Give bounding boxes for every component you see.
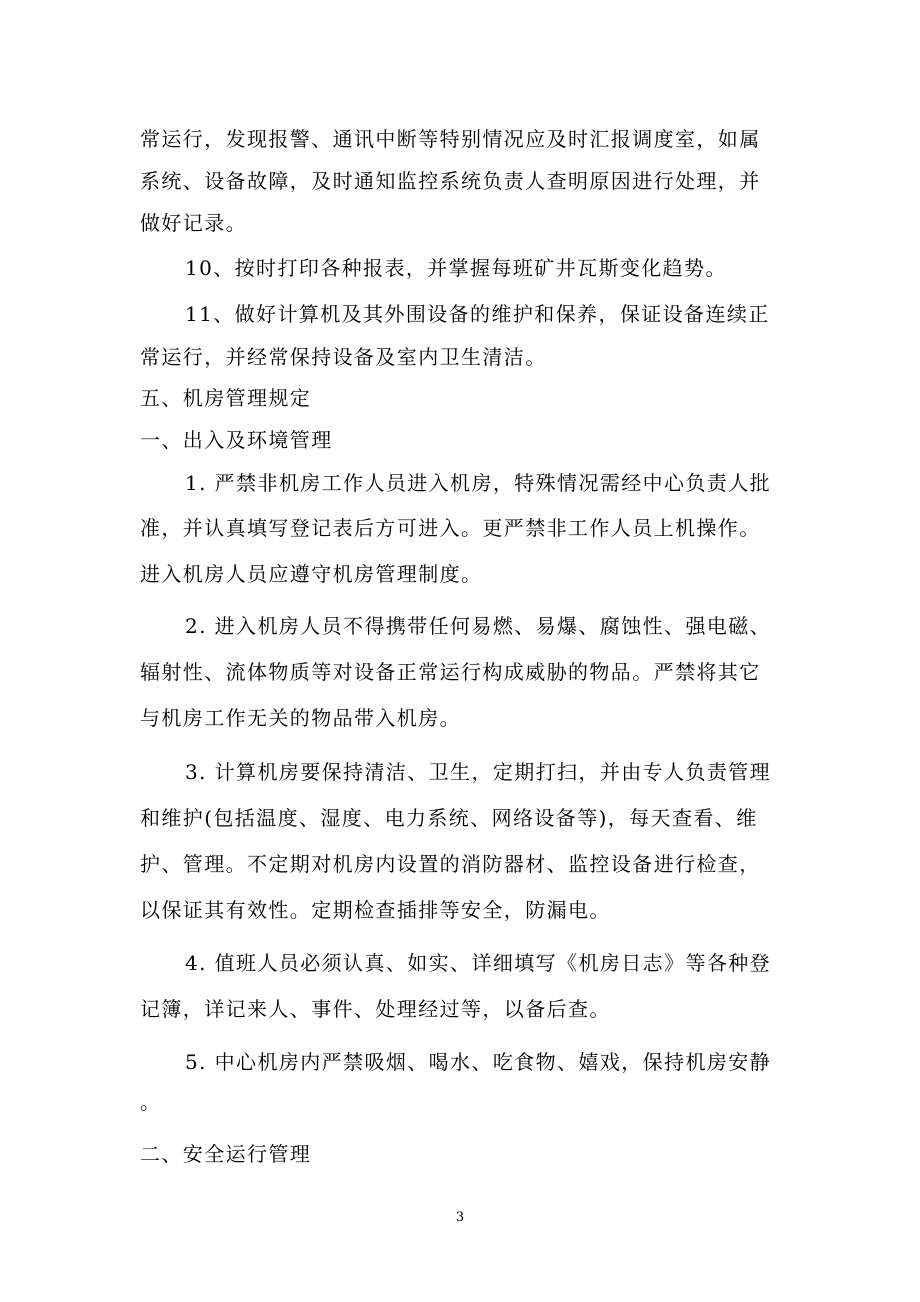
text-line: 4. 值班人员必须认真、如实、详细填写《机房日志》等各种登 <box>185 951 772 975</box>
subsection-heading: 一、出入及环境管理 <box>140 428 333 452</box>
text-line: 系统、设备故障，及时通知监控系统负责人查明原因进行处理，并 <box>140 169 761 193</box>
text-line: 记簿，详记来人、事件、处理经过等，以备后查。 <box>140 997 611 1021</box>
text-line: 和维护(包括温度、湿度、电力系统、网络设备等)，每天查看、维 <box>140 806 758 830</box>
subsection-heading: 二、安全运行管理 <box>140 1142 312 1166</box>
text-line: 做好记录。 <box>140 211 247 235</box>
text-line: 护、管理。不定期对机房内设置的消防器材、监控设备进行检查， <box>140 852 761 876</box>
text-line: 常运行，发现报警、通讯中断等特别情况应及时汇报调度室，如属 <box>140 127 761 151</box>
text-line: 以保证其有效性。定期检查插排等安全，防漏电。 <box>140 898 611 922</box>
text-line: 5. 中心机房内严禁吸烟、喝水、吃食物、嬉戏，保持机房安静 <box>185 1050 772 1074</box>
text-line: 辐射性、流体物质等对设备正常运行构成威胁的物品。严禁将其它 <box>140 660 761 684</box>
text-line: 常运行，并经常保持设备及室内卫生清洁。 <box>140 345 547 369</box>
text-line: 10、按时打印各种报表，并掌握每班矿井瓦斯变化趋势。 <box>185 256 727 280</box>
text-line: 3. 计算机房要保持清洁、卫生，定期打扫，并由专人负责管理 <box>185 760 772 784</box>
section-heading: 五、机房管理规定 <box>140 386 312 410</box>
text-line: 1. 严禁非机房工作人员进入机房，特殊情况需经中心负责人批 <box>185 471 772 495</box>
text-line: 11、做好计算机及其外围设备的维护和保养，保证设备连续正 <box>185 302 770 326</box>
text-line: 与机房工作无关的物品带入机房。 <box>140 706 461 730</box>
page-number: 3 <box>455 1210 465 1225</box>
text-line: 进入机房人员应遵守机房管理制度。 <box>140 562 483 586</box>
text-line: 2. 进入机房人员不得携带任何易燃、易爆、腐蚀性、强电磁、 <box>185 614 772 638</box>
text-line: 准，并认真填写登记表后方可进入。更严禁非工作人员上机操作。 <box>140 516 761 540</box>
text-line: 。 <box>140 1090 162 1114</box>
